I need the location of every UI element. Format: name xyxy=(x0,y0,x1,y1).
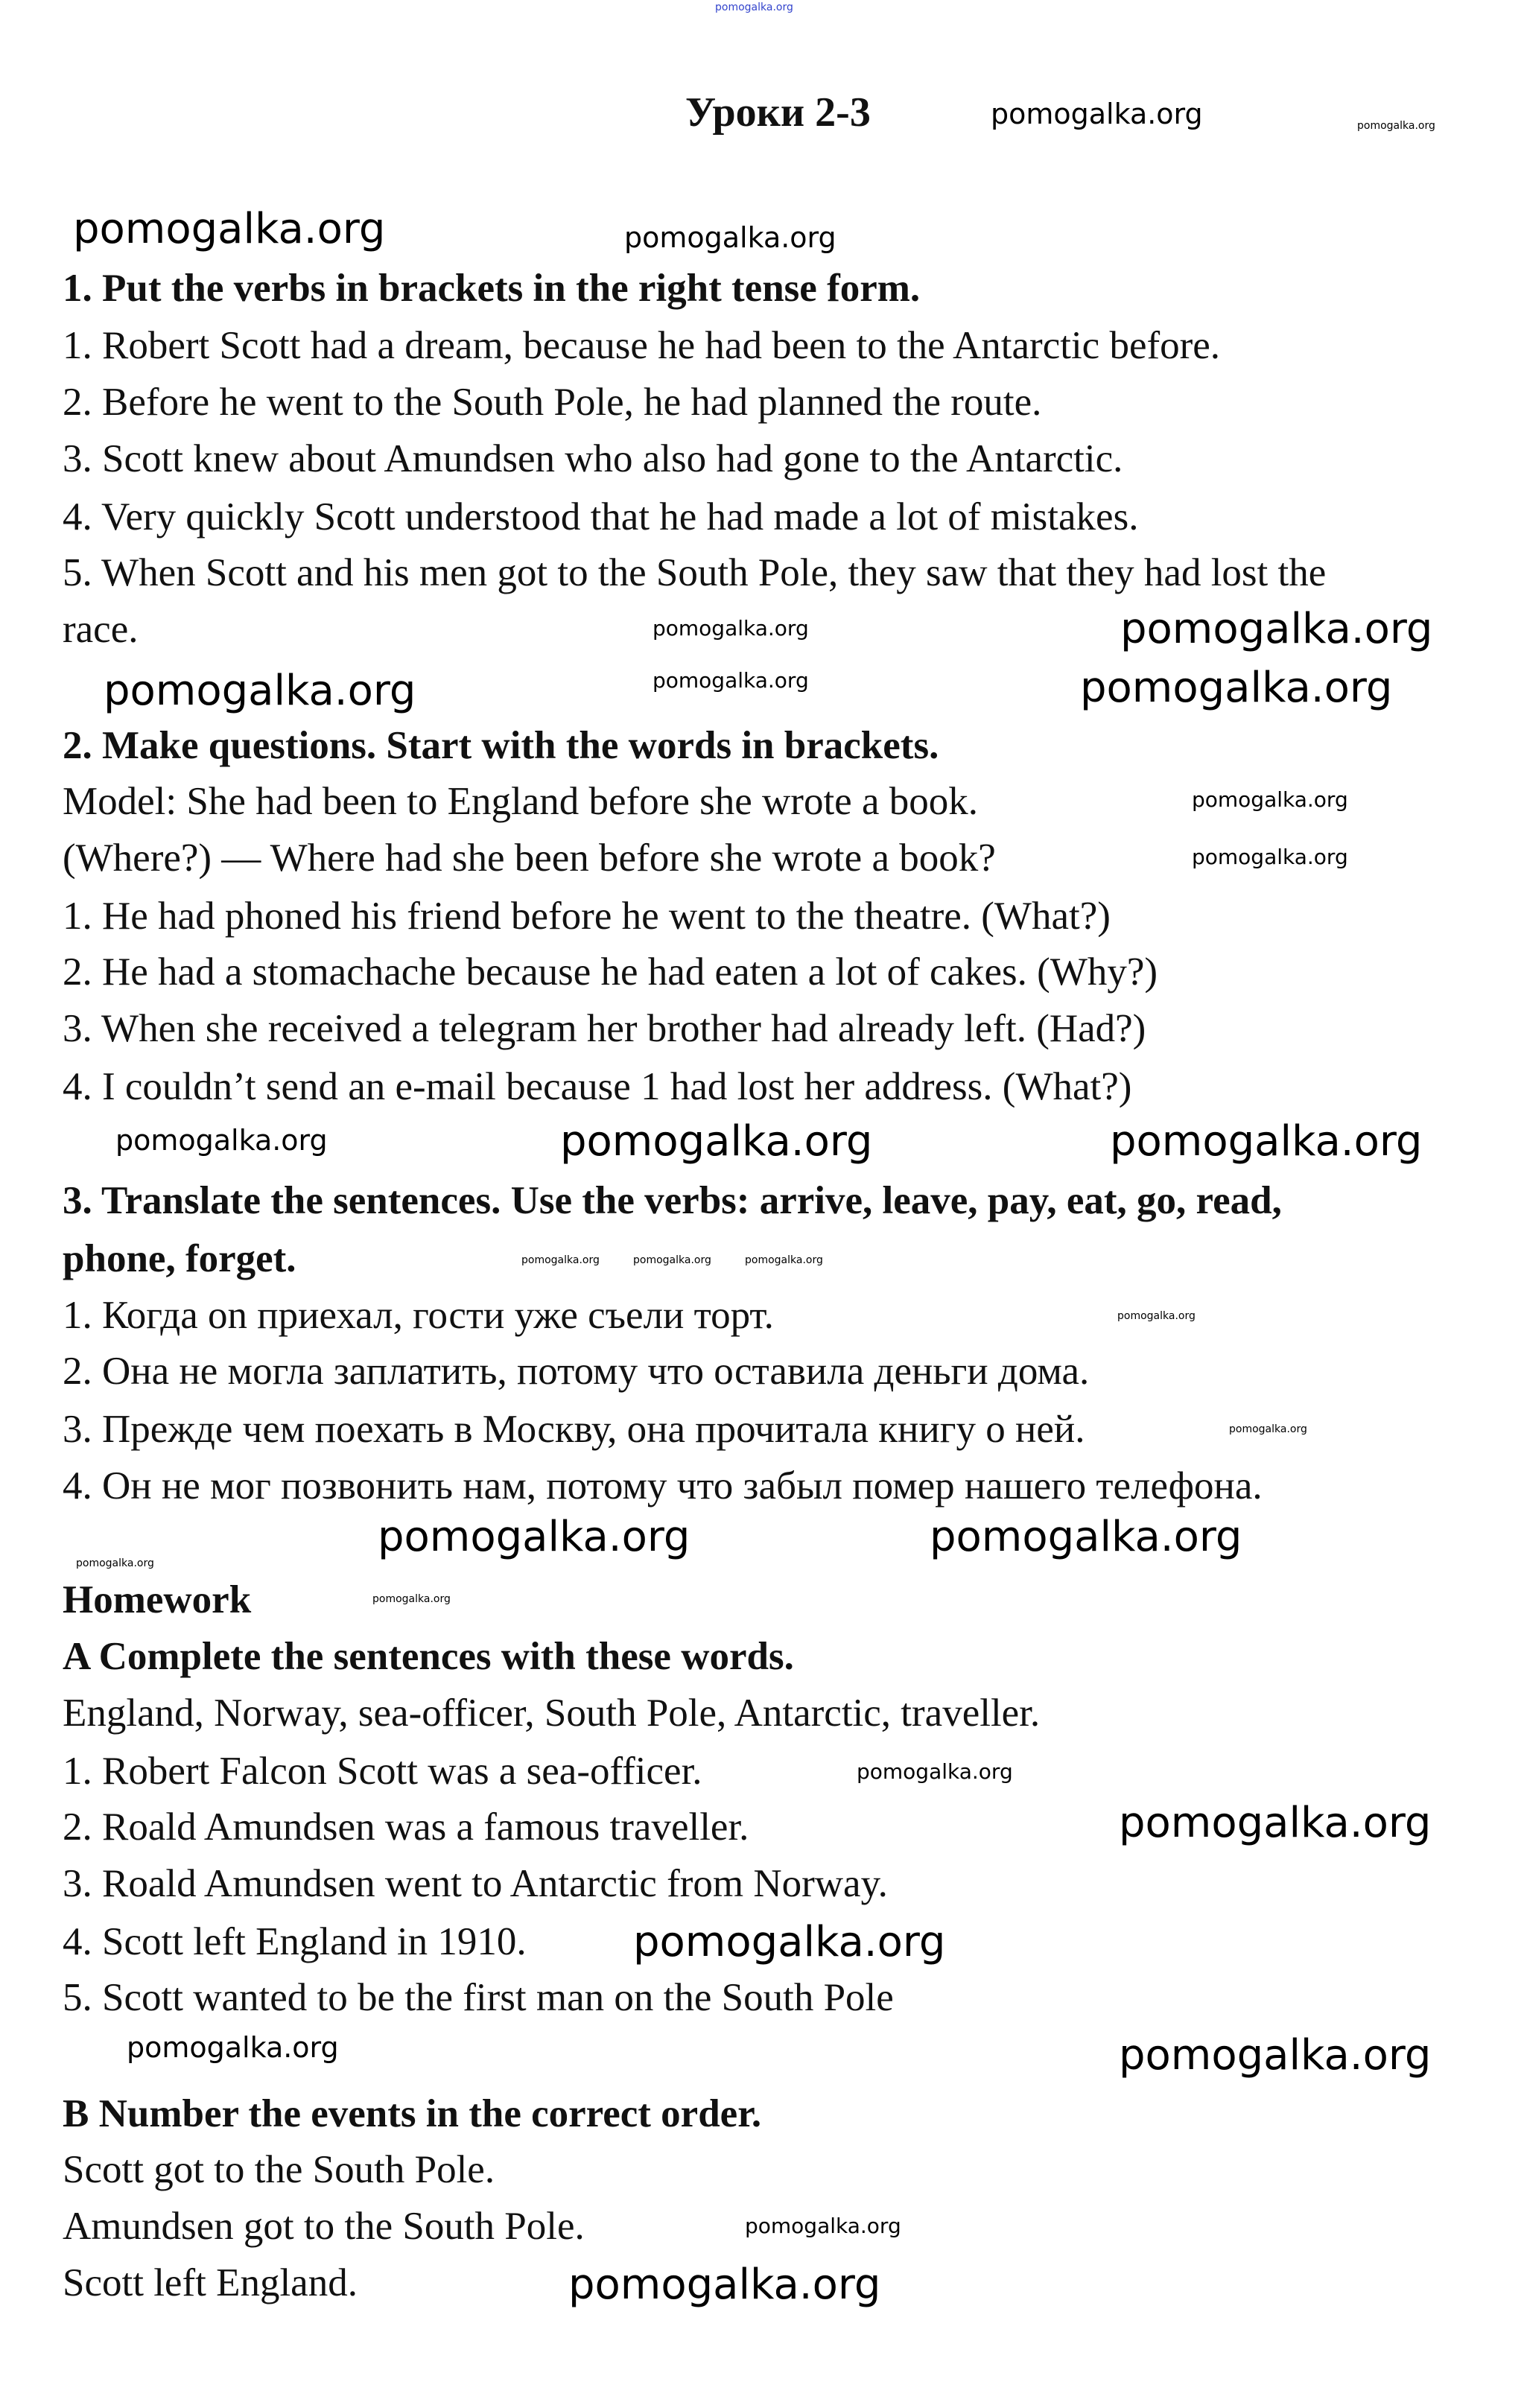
section2-line: (Where?) — Where had she been before she wrote a book? xyxy=(63,836,996,880)
watermark: pomogalka.org xyxy=(521,1254,600,1266)
section3-line: 1. Когда on приехал, гости уже съели торт. xyxy=(63,1294,774,1337)
watermark: pomogalka.org xyxy=(1119,2031,1432,2080)
watermark: pomogalka.org xyxy=(1192,845,1348,869)
section1-line: 5. When Scott and his men got to the South Pole, they saw that they had lost the xyxy=(63,551,1327,594)
watermark: pomogalka.org xyxy=(633,1254,711,1266)
watermark: pomogalka.org xyxy=(372,1593,451,1605)
watermark: pomogalka.org xyxy=(745,1254,823,1266)
watermark: pomogalka.org xyxy=(857,1759,1013,1784)
homework-a-line: 5. Scott wanted to be the first man on the South Pole xyxy=(63,1976,894,2019)
section2-line: 1. He had phoned his friend before he went to the theatre. (What?) xyxy=(63,895,1111,938)
watermark: pomogalka.org xyxy=(1110,1117,1423,1166)
section2-heading: 2. Make questions. Start with the words in brackets. xyxy=(63,724,939,767)
homework-a-line: 4. Scott left England in 1910. xyxy=(63,1920,527,1963)
section3-heading-cont: phone, forget. xyxy=(63,1237,296,1280)
section2-line: 3. When she received a telegram her brother had already left. (Had?) xyxy=(63,1007,1146,1050)
homework-a-line: 3. Roald Amundsen went to Antarctic from Norway. xyxy=(63,1862,888,1905)
watermark: pomogalka.org xyxy=(745,2214,901,2238)
section2-line: Model: She had been to England before she wrote a book. xyxy=(63,780,978,823)
section1-line: race. xyxy=(63,608,139,651)
watermark: pomogalka.org xyxy=(1229,1423,1307,1435)
homework-b-line: Amundsen got to the South Pole. xyxy=(63,2205,585,2248)
watermark: pomogalka.org xyxy=(1192,787,1348,812)
watermark: pomogalka.org xyxy=(73,205,386,253)
page-title: Уроки 2-3 xyxy=(685,89,871,136)
watermark: pomogalka.org xyxy=(104,667,416,715)
section1-line: 4. Very quickly Scott understood that he had made a lot of mistakes. xyxy=(63,495,1139,539)
watermark: pomogalka.org xyxy=(560,1117,873,1166)
homework-heading: Homework xyxy=(63,1578,252,1621)
homework-b-heading: B Number the events in the correct order. xyxy=(63,2092,762,2135)
watermark: pomogalka.org xyxy=(653,616,809,641)
section2-line: 4. I couldn’t send an e-mail because 1 had lost her address. (What?) xyxy=(63,1065,1132,1108)
homework-a-heading: A Complete the sentences with these words. xyxy=(63,1635,794,1678)
section3-line: 2. Она не могла заплатить, потому что оставила деньги дома. xyxy=(63,1350,1090,1393)
homework-b-line: Scott got to the South Pole. xyxy=(63,2148,495,2191)
section3-line: 3. Прежде чем поехать в Москву, она прочитала книгу о ней. xyxy=(63,1408,1085,1451)
watermark: pomogalka.org xyxy=(1119,1799,1432,1847)
watermark: pomogalka.org xyxy=(1080,664,1393,712)
watermark: pomogalka.org xyxy=(1120,605,1433,653)
section1-line: 1. Robert Scott had a dream, because he had been to the Antarctic before. xyxy=(63,324,1221,367)
watermark: pomogalka.org xyxy=(378,1513,690,1561)
homework-a-line: 1. Robert Falcon Scott was a sea-officer. xyxy=(63,1750,702,1793)
watermark: pomogalka.org xyxy=(715,1,793,13)
section3-heading: 3. Translate the sentences. Use the verbs: arrive, leave, pay, eat, go, read, xyxy=(63,1179,1282,1222)
watermark: pomogalka.org xyxy=(127,2031,339,2064)
watermark: pomogalka.org xyxy=(115,1124,328,1157)
watermark: pomogalka.org xyxy=(653,668,809,693)
watermark: pomogalka.org xyxy=(1357,120,1435,132)
section2-line: 2. He had a stomachache because he had eaten a lot of cakes. (Why?) xyxy=(63,950,1158,994)
watermark: pomogalka.org xyxy=(624,221,836,254)
section1-line: 2. Before he went to the South Pole, he had planned the route. xyxy=(63,381,1042,424)
watermark: pomogalka.org xyxy=(633,1918,946,1966)
section3-line: 4. Он не мог позвонить нам, потому что забыл помер нашего телефона. xyxy=(63,1464,1263,1508)
section1-heading: 1. Put the verbs in brackets in the right tense form. xyxy=(63,267,921,310)
watermark: pomogalka.org xyxy=(1117,1310,1196,1322)
homework-a-line: England, Norway, sea-officer, South Pole, Antarctic, traveller. xyxy=(63,1691,1041,1735)
section1-line: 3. Scott knew about Amundsen who also had gone to the Antarctic. xyxy=(63,437,1123,480)
watermark: pomogalka.org xyxy=(930,1513,1242,1561)
homework-b-line: Scott left England. xyxy=(63,2261,358,2304)
watermark: pomogalka.org xyxy=(76,1557,154,1569)
homework-a-line: 2. Roald Amundsen was a famous traveller. xyxy=(63,1805,749,1849)
watermark: pomogalka.org xyxy=(568,2261,881,2309)
watermark: pomogalka.org xyxy=(991,98,1203,130)
